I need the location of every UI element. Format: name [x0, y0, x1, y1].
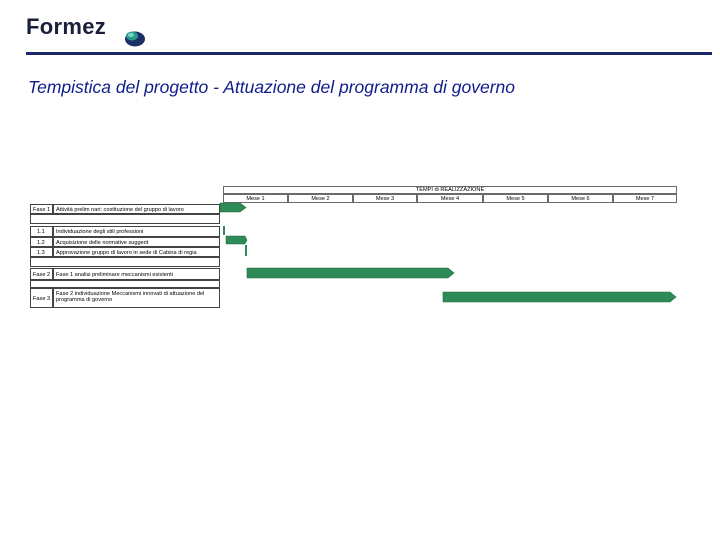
- logo-wordmark: Formez: [26, 14, 107, 39]
- header-divider: [26, 52, 712, 55]
- globe-icon: [124, 30, 146, 47]
- bar-fase-3: [443, 292, 676, 302]
- month-2: Mese 2: [288, 194, 353, 203]
- row-label-1-3: Approvazione gruppo di lavoro in sede di Cabina di regia: [53, 247, 220, 257]
- row-label-fase-3-line1: Fase 2 individuazione Meccanismi innovati di attuazione del: [56, 291, 205, 297]
- month-5: Mese 5: [483, 194, 548, 203]
- row-id-fase-3: Fase 3: [30, 288, 53, 308]
- row-id-1-1: 1.1: [30, 226, 53, 237]
- bar-1-1: [223, 226, 225, 235]
- bar-1-2: [226, 236, 247, 244]
- row-id-fase-1: Fase 1: [30, 204, 53, 214]
- month-6: Mese 6: [548, 194, 613, 203]
- month-3: Mese 3: [353, 194, 417, 203]
- month-1: Mese 1: [223, 194, 288, 203]
- bar-fase-2: [247, 268, 454, 278]
- gantt-chart: [30, 186, 678, 310]
- row-label-fase-1: Attività prelim nari: costituzione del gruppo di lavoro: [53, 204, 220, 214]
- bar-1-3: [245, 245, 247, 256]
- row-id-fase-2: Fase 2: [30, 268, 53, 280]
- row-label-1-1: Individuazione degli stili professioni: [53, 226, 220, 237]
- row-label-1-2: Acquisizione delle normative suggerit: [53, 237, 220, 247]
- timeline-title: TEMPI di REALIZZAZIONE: [223, 186, 677, 194]
- month-7: Mese 7: [613, 194, 677, 203]
- page-title: Tempistica del progetto - Attuazione del programma di governo: [28, 77, 516, 97]
- gantt-bars: [30, 186, 678, 310]
- month-4: Mese 4: [417, 194, 483, 203]
- row-label-fase-3-line2: programma di governo: [56, 297, 113, 303]
- row-label-fase-2: Fase 1 analisi preliminare meccanismi esistenti: [53, 268, 220, 280]
- row-id-1-3: 1.3: [30, 247, 53, 257]
- row-id-1-2: 1.2: [30, 237, 53, 247]
- bar-fase-1: [220, 203, 246, 212]
